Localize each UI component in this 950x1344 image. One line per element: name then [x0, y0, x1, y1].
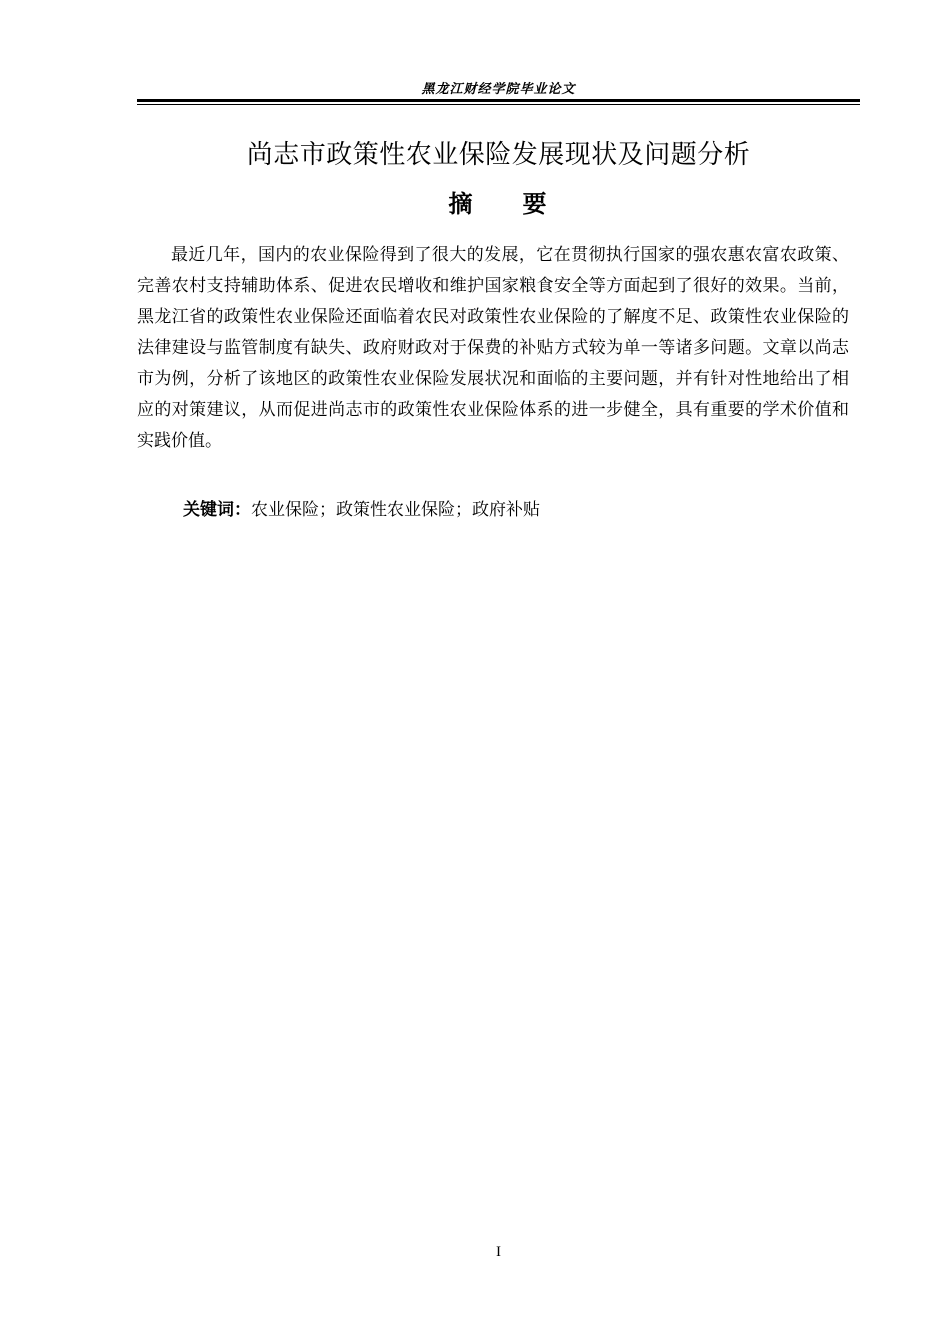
page-number: I	[496, 1244, 501, 1260]
keywords-line	[183, 495, 843, 526]
keywords-value: 农业保险；政策性农业保险；政府补贴	[251, 500, 540, 520]
abstract-heading-left: 摘	[448, 190, 475, 218]
header-rule-thick	[137, 99, 860, 102]
paper-title: 尚志市政策性农业保险发展现状及问题分析	[246, 140, 751, 170]
abstract-body: 最近几年，国内的农业保险得到了很大的发展，它在贯彻执行国家的强农惠农富农政策、完善农村支持辅助体系、促进农民增收和维护国家粮食安全等方面起到了很好的效果。当前，黑龙江省的政策性农业保险还面临着农民对政策性农业保险的了解度不足、政策性农业保险的法律建设与监管制度有缺失、政府财政对于保费的补贴方式较为单一等诸多问题。文章以尚志市为例，分析了该地区的政策性农业保险发展状况和面临的主要问题，并有针对性地给出了相应的对策建议，从而促进尚志市的政策性农业保险体系的进一步健全，具有重要的学术价值和实践价值。	[137, 245, 849, 451]
keywords-label: 关键词：	[183, 500, 251, 520]
abstract-heading	[137, 184, 860, 219]
header-rule-thin	[137, 104, 860, 105]
abstract-heading-right: 要	[522, 190, 549, 218]
running-header: 黑龙江财经学院毕业论文	[421, 82, 576, 97]
